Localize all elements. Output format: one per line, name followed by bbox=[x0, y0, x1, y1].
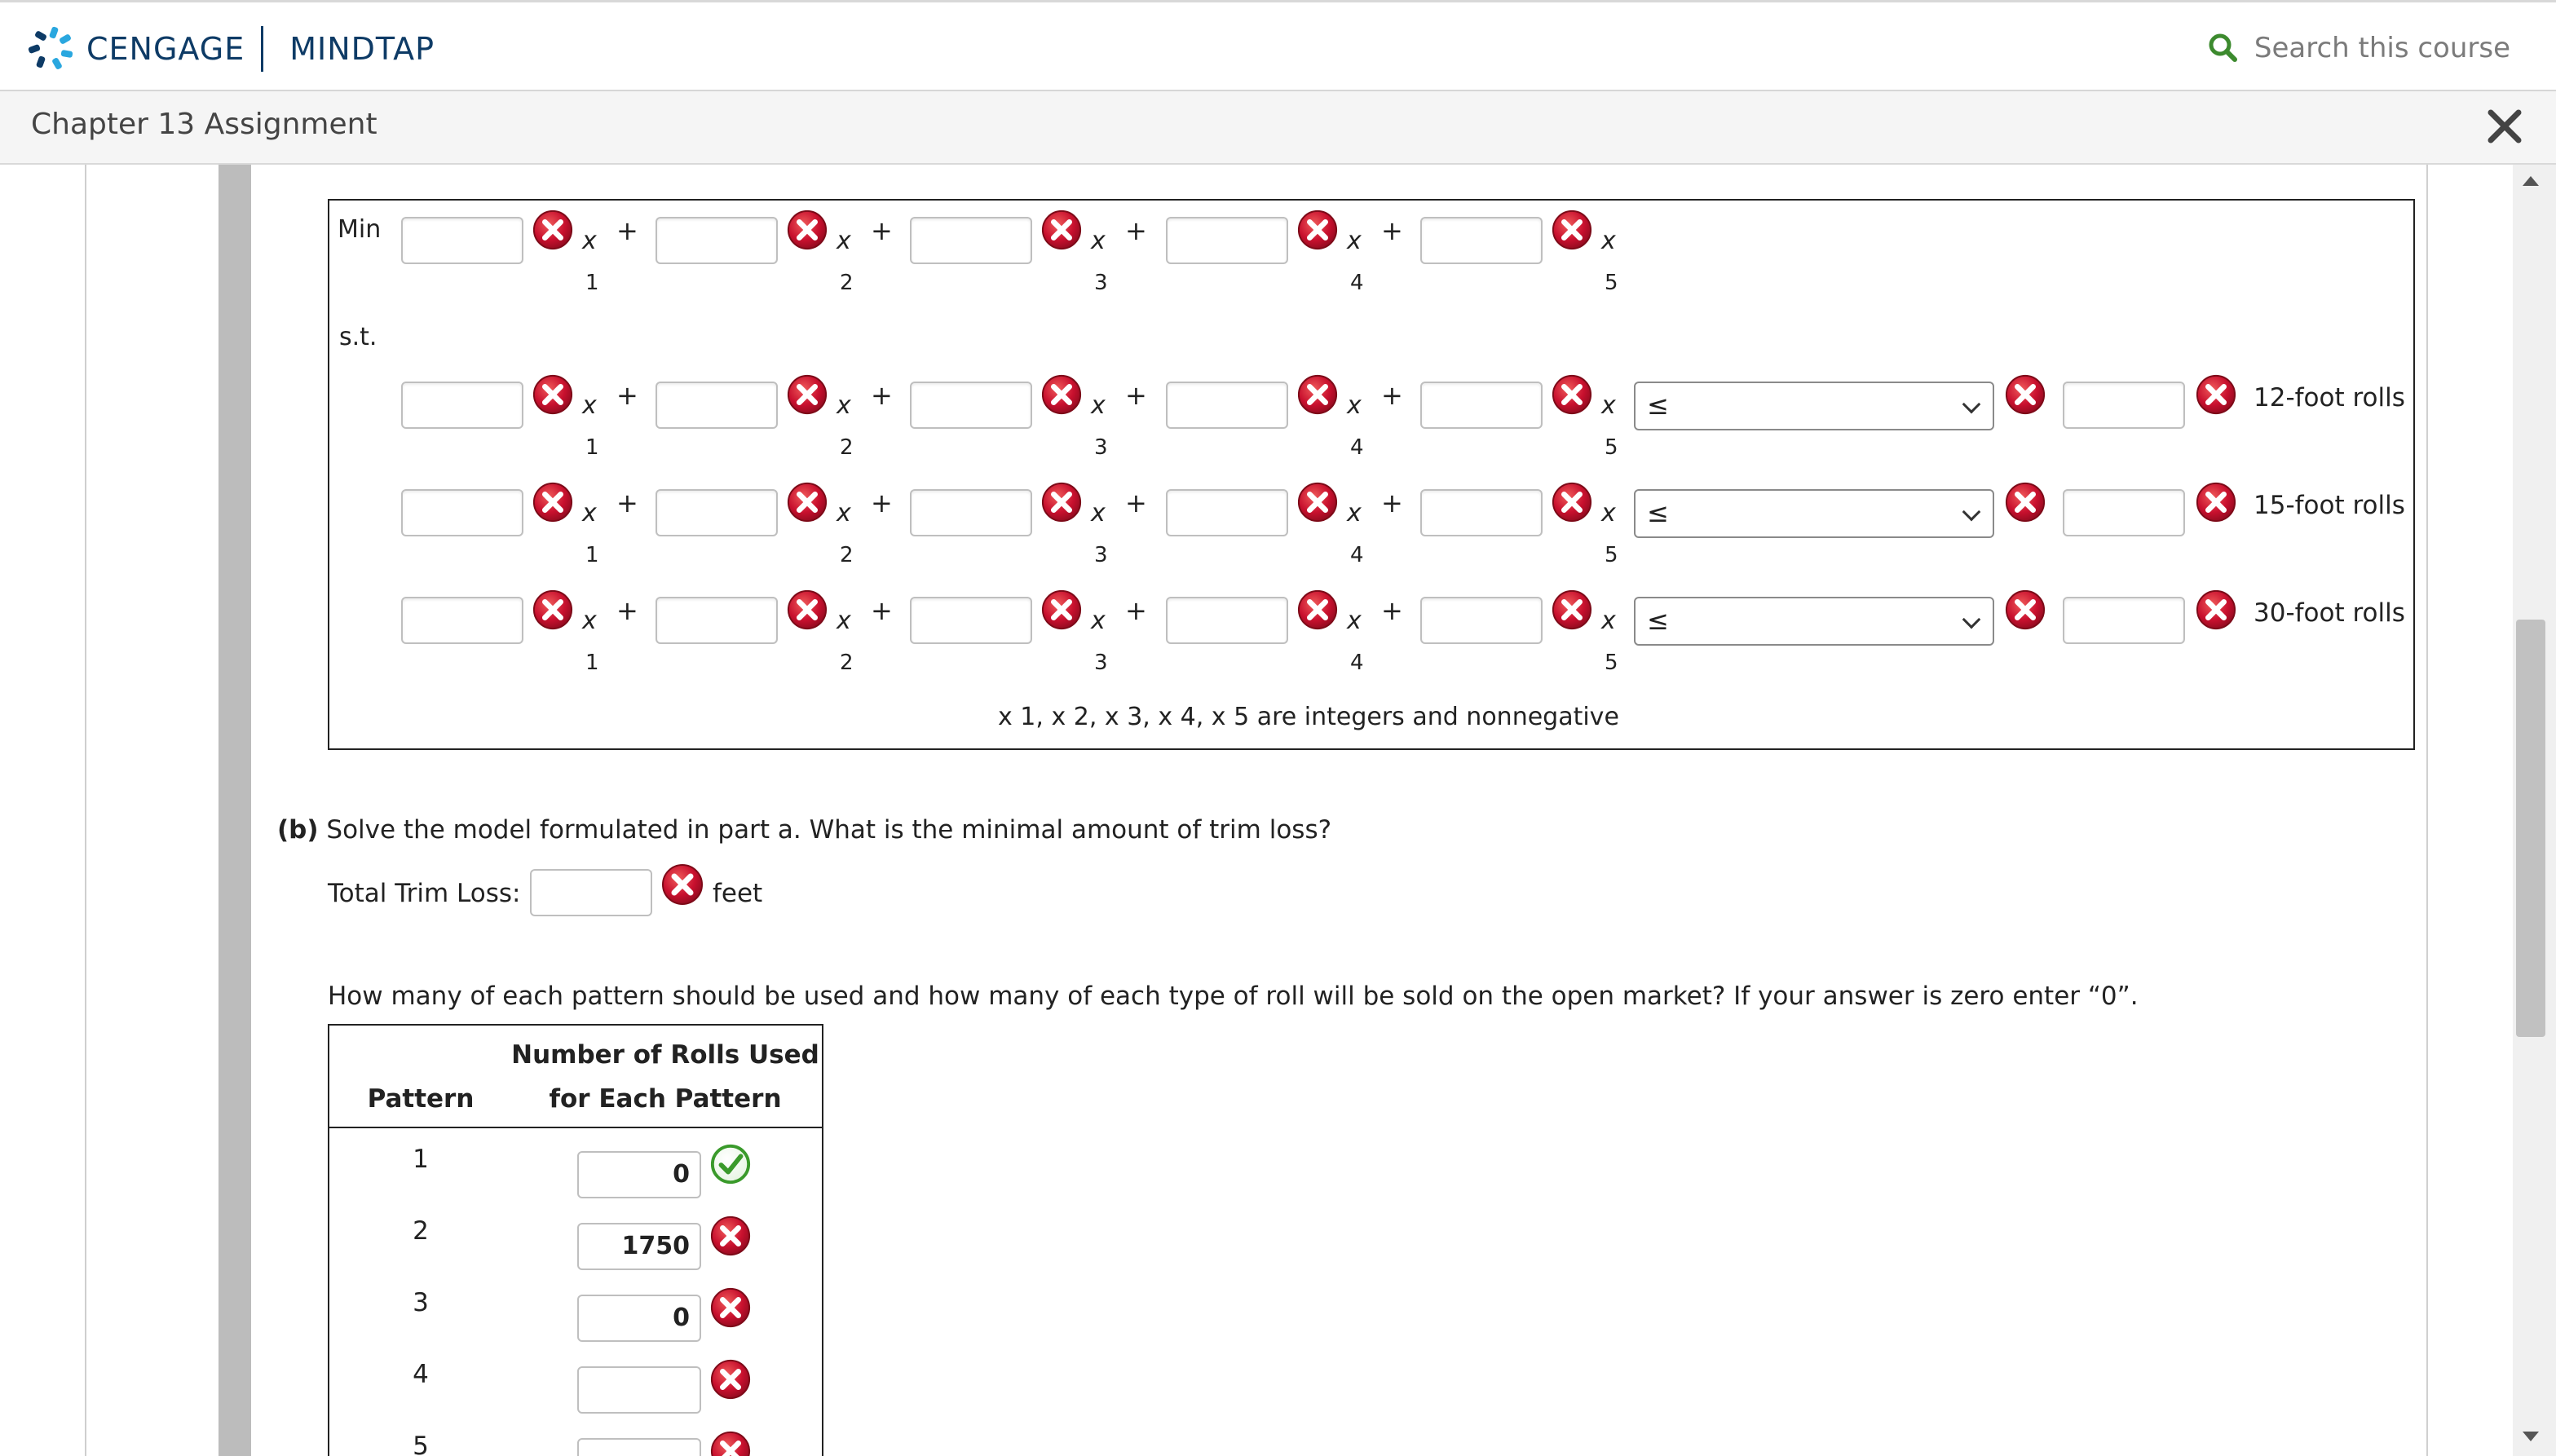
constraint-1-var-x2: x bbox=[837, 391, 851, 420]
relation-value: ≤ bbox=[1647, 390, 1669, 421]
constraint-3-coef-2[interactable] bbox=[656, 597, 778, 644]
constraint-2-var-x2: x bbox=[837, 499, 851, 527]
constraint-2-subscript-2: 2 bbox=[840, 543, 854, 567]
pattern-rolls-input[interactable]: 0 bbox=[577, 1295, 701, 1342]
constraint-2-label: 15-foot rolls bbox=[2254, 491, 2405, 520]
constraint-3-relation-select[interactable] bbox=[1634, 597, 1994, 646]
correct-check-icon bbox=[709, 1143, 752, 1185]
incorrect-icon bbox=[1551, 589, 1593, 631]
constraint-2-coef-1[interactable] bbox=[401, 489, 523, 536]
assignment-titlebar bbox=[0, 91, 2556, 165]
pattern-number: 5 bbox=[413, 1432, 429, 1456]
brand-cengage: CENGAGE bbox=[86, 31, 245, 67]
objective-plus-1: + bbox=[616, 215, 638, 246]
objective-var-x3: x bbox=[1091, 227, 1106, 255]
part-b-tag: (b) bbox=[277, 815, 319, 845]
pattern-rolls-input[interactable] bbox=[577, 1366, 701, 1414]
incorrect-icon bbox=[2004, 589, 2046, 631]
incorrect-icon bbox=[1296, 209, 1339, 251]
constraint-3-subscript-2: 2 bbox=[840, 651, 854, 675]
table-header-divider bbox=[329, 1127, 822, 1128]
incorrect-icon bbox=[1040, 373, 1083, 416]
col-header-rolls-line1: Number of Rolls Used bbox=[511, 1040, 819, 1070]
objective-coef-2[interactable] bbox=[656, 217, 778, 264]
trim-loss-unit: feet bbox=[713, 879, 763, 908]
constraint-3-plus-1: + bbox=[616, 595, 638, 626]
constraint-3-var-x2: x bbox=[837, 607, 851, 635]
cengage-logo-icon bbox=[29, 25, 77, 73]
constraint-1-coef-2[interactable] bbox=[656, 382, 778, 429]
incorrect-icon bbox=[1296, 481, 1339, 523]
constraint-1-plus-2: + bbox=[871, 380, 893, 411]
objective-var-x4: x bbox=[1347, 227, 1362, 255]
objective-subscript-2: 2 bbox=[840, 271, 854, 295]
constraint-2-plus-4: + bbox=[1381, 488, 1403, 518]
scroll-up-arrow-icon[interactable] bbox=[2523, 176, 2539, 186]
constraint-1-subscript-2: 2 bbox=[840, 435, 854, 460]
constraint-2-subscript-3: 3 bbox=[1094, 543, 1108, 567]
pattern-number: 4 bbox=[413, 1360, 429, 1389]
incorrect-icon bbox=[532, 373, 574, 416]
col-header-rolls-line2: for Each Pattern bbox=[549, 1084, 782, 1114]
incorrect-icon bbox=[1551, 373, 1593, 416]
incorrect-icon bbox=[2004, 481, 2046, 523]
constraint-2-subscript-1: 1 bbox=[585, 543, 599, 567]
pattern-rolls-input[interactable] bbox=[577, 1438, 701, 1456]
constraint-1-plus-4: + bbox=[1381, 380, 1403, 411]
constraint-2-coef-4[interactable] bbox=[1166, 489, 1288, 536]
part-b-text: Solve the model formulated in part a. What is the minimal amount of trim loss? bbox=[326, 815, 1332, 845]
brand-divider bbox=[261, 26, 263, 72]
objective-plus-3: + bbox=[1125, 215, 1147, 246]
lp-model-box bbox=[328, 199, 2415, 750]
constraint-2-rhs-input[interactable] bbox=[2063, 489, 2185, 536]
constraint-2-coef-3[interactable] bbox=[910, 489, 1032, 536]
part-b-question bbox=[277, 815, 1331, 845]
constraint-2-subscript-4: 4 bbox=[1350, 543, 1364, 567]
trim-loss-label: Total Trim Loss: bbox=[328, 879, 521, 908]
chevron-down-icon bbox=[1962, 611, 1981, 629]
constraint-2-plus-1: + bbox=[616, 488, 638, 518]
objective-plus-4: + bbox=[1381, 215, 1403, 246]
constraint-3-var-x4: x bbox=[1347, 607, 1362, 635]
constraint-2-plus-2: + bbox=[871, 488, 893, 518]
objective-coef-5[interactable] bbox=[1420, 217, 1543, 264]
constraint-2-plus-3: + bbox=[1125, 488, 1147, 518]
top-header bbox=[0, 0, 2556, 91]
constraint-1-plus-3: + bbox=[1125, 380, 1147, 411]
incorrect-icon bbox=[786, 209, 828, 251]
objective-var-x5: x bbox=[1601, 227, 1616, 255]
constraint-3-var-x3: x bbox=[1091, 607, 1106, 635]
constraint-1-relation-select[interactable] bbox=[1634, 382, 1994, 430]
objective-coef-4[interactable] bbox=[1166, 217, 1288, 264]
constraint-2-var-x3: x bbox=[1091, 499, 1106, 527]
constraint-2-coef-5[interactable] bbox=[1420, 489, 1543, 536]
st-label: s.t. bbox=[339, 323, 377, 351]
constraint-1-label: 12-foot rolls bbox=[2254, 383, 2405, 413]
incorrect-icon bbox=[532, 589, 574, 631]
pattern-table bbox=[328, 1024, 823, 1456]
objective-plus-2: + bbox=[871, 215, 893, 246]
constraint-2-var-x4: x bbox=[1347, 499, 1362, 527]
min-label: Min bbox=[338, 215, 382, 244]
objective-coef-3[interactable] bbox=[910, 217, 1032, 264]
part-b-question-2: How many of each pattern should be used and how many of each type of roll will be sold on the open market? If your answer is zero enter “0”. bbox=[328, 982, 2139, 1011]
constraint-1-coef-4[interactable] bbox=[1166, 382, 1288, 429]
objective-var-x2: x bbox=[837, 227, 851, 255]
constraint-3-coef-5[interactable] bbox=[1420, 597, 1543, 644]
constraint-1-subscript-4: 4 bbox=[1350, 435, 1364, 460]
constraint-3-plus-4: + bbox=[1381, 595, 1403, 626]
constraint-1-rhs-input[interactable] bbox=[2063, 382, 2185, 429]
constraint-3-subscript-4: 4 bbox=[1350, 651, 1364, 675]
constraint-2-var-x5: x bbox=[1601, 499, 1616, 527]
trim-loss-input[interactable] bbox=[530, 869, 652, 916]
incorrect-icon bbox=[1040, 589, 1083, 631]
incorrect-icon bbox=[709, 1215, 752, 1257]
constraint-3-var-x5: x bbox=[1601, 607, 1616, 635]
incorrect-icon bbox=[660, 863, 704, 907]
constraint-3-coef-4[interactable] bbox=[1166, 597, 1288, 644]
constraint-1-subscript-1: 1 bbox=[585, 435, 599, 460]
right-divider bbox=[2426, 165, 2428, 1456]
incorrect-icon bbox=[2195, 373, 2237, 416]
close-icon[interactable] bbox=[2481, 103, 2528, 150]
constraint-3-subscript-3: 3 bbox=[1094, 651, 1108, 675]
incorrect-icon bbox=[786, 481, 828, 523]
incorrect-icon bbox=[709, 1430, 752, 1456]
constraint-3-plus-2: + bbox=[871, 595, 893, 626]
nonnegativity-constraint: x 1, x 2, x 3, x 4, x 5 are integers and nonnegative bbox=[998, 703, 1619, 731]
constraint-1-coef-5[interactable] bbox=[1420, 382, 1543, 429]
constraint-1-var-x1: x bbox=[582, 391, 597, 420]
incorrect-icon bbox=[1551, 209, 1593, 251]
constraint-3-var-x1: x bbox=[582, 607, 597, 635]
constraint-1-coef-3[interactable] bbox=[910, 382, 1032, 429]
constraint-1-var-x5: x bbox=[1601, 391, 1616, 420]
incorrect-icon bbox=[532, 481, 574, 523]
constraint-1-plus-1: + bbox=[616, 380, 638, 411]
constraint-1-coef-1[interactable] bbox=[401, 382, 523, 429]
constraint-2-subscript-5: 5 bbox=[1605, 543, 1618, 567]
constraint-3-plus-3: + bbox=[1125, 595, 1147, 626]
cengage-mindtap-logo[interactable] bbox=[29, 24, 435, 74]
pattern-number: 2 bbox=[413, 1216, 429, 1246]
pattern-number: 1 bbox=[413, 1145, 429, 1174]
assignment-content bbox=[0, 165, 2556, 1456]
objective-coef-1[interactable] bbox=[401, 217, 523, 264]
objective-subscript-5: 5 bbox=[1605, 271, 1618, 295]
incorrect-icon bbox=[1296, 589, 1339, 631]
relation-value: ≤ bbox=[1647, 605, 1669, 636]
objective-subscript-1: 1 bbox=[585, 271, 599, 295]
pattern-rolls-input[interactable]: 0 bbox=[577, 1151, 701, 1198]
incorrect-icon bbox=[709, 1286, 752, 1329]
constraint-1-var-x3: x bbox=[1091, 391, 1106, 420]
search-icon[interactable] bbox=[2207, 32, 2240, 64]
pattern-number: 3 bbox=[413, 1288, 429, 1317]
incorrect-icon bbox=[1040, 481, 1083, 523]
course-search[interactable] bbox=[2207, 32, 2510, 64]
col-header-pattern: Pattern bbox=[367, 1084, 475, 1114]
left-divider bbox=[85, 165, 86, 1456]
left-gray-bar bbox=[219, 165, 251, 1456]
constraint-1-var-x4: x bbox=[1347, 391, 1362, 420]
scroll-down-arrow-icon[interactable] bbox=[2523, 1432, 2539, 1441]
chevron-down-icon bbox=[1962, 503, 1981, 522]
constraint-1-subscript-5: 5 bbox=[1605, 435, 1618, 460]
incorrect-icon bbox=[2195, 589, 2237, 631]
objective-subscript-4: 4 bbox=[1350, 271, 1364, 295]
chevron-down-icon bbox=[1962, 395, 1981, 414]
constraint-2-coef-2[interactable] bbox=[656, 489, 778, 536]
incorrect-icon bbox=[786, 373, 828, 416]
constraint-1-subscript-3: 3 bbox=[1094, 435, 1108, 460]
constraint-3-coef-3[interactable] bbox=[910, 597, 1032, 644]
pattern-rolls-input[interactable]: 1750 bbox=[577, 1223, 701, 1270]
objective-var-x1: x bbox=[582, 227, 597, 255]
constraint-3-subscript-1: 1 bbox=[585, 651, 599, 675]
constraint-3-rhs-input[interactable] bbox=[2063, 597, 2185, 644]
constraint-3-coef-1[interactable] bbox=[401, 597, 523, 644]
search-input[interactable]: Search this course bbox=[2254, 32, 2510, 64]
brand-mindtap: MINDTAP bbox=[289, 31, 435, 67]
incorrect-icon bbox=[786, 589, 828, 631]
objective-subscript-3: 3 bbox=[1094, 271, 1108, 295]
constraint-2-var-x1: x bbox=[582, 499, 597, 527]
constraint-2-relation-select[interactable] bbox=[1634, 489, 1994, 538]
page-title: Chapter 13 Assignment bbox=[31, 108, 377, 141]
constraint-3-label: 30-foot rolls bbox=[2254, 598, 2405, 628]
incorrect-icon bbox=[532, 209, 574, 251]
incorrect-icon bbox=[2004, 373, 2046, 416]
incorrect-icon bbox=[1296, 373, 1339, 416]
incorrect-icon bbox=[2195, 481, 2237, 523]
constraint-3-subscript-5: 5 bbox=[1605, 651, 1618, 675]
scrollbar-thumb[interactable] bbox=[2516, 620, 2545, 1037]
incorrect-icon bbox=[1040, 209, 1083, 251]
incorrect-icon bbox=[709, 1358, 752, 1401]
incorrect-icon bbox=[1551, 481, 1593, 523]
relation-value: ≤ bbox=[1647, 497, 1669, 528]
